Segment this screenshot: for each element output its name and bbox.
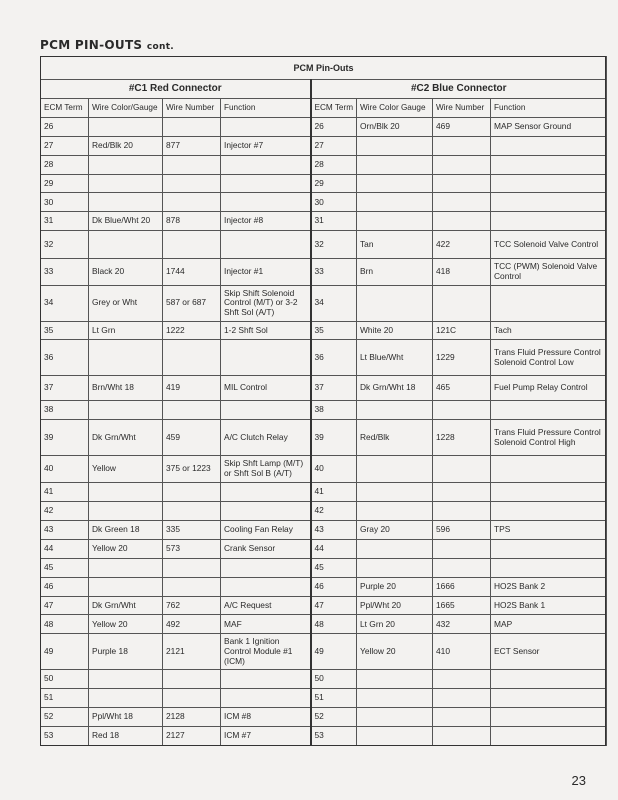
c2-wire-number: 410 <box>433 634 491 670</box>
c1-ecm-term: 42 <box>41 502 89 521</box>
page-number: 23 <box>571 773 586 788</box>
c2-wire-number: 1666 <box>433 577 491 596</box>
c1-col-ecm-term: ECM Term <box>41 98 89 117</box>
c2-wire-number: 418 <box>433 258 491 285</box>
c1-ecm-term: 50 <box>41 670 89 689</box>
c2-function: Tach <box>491 321 607 340</box>
c1-ecm-term: 53 <box>41 726 89 745</box>
c1-wire-number: 2127 <box>163 726 221 745</box>
c2-wire-number: 121C <box>433 321 491 340</box>
c1-wire-number: 375 or 1223 <box>163 455 221 482</box>
c2-function: Trans Fluid Pressure Control Solenoid Control Low <box>491 340 607 376</box>
c2-ecm-term: 45 <box>311 558 357 577</box>
c2-wire-number: 1665 <box>433 596 491 615</box>
c1-wire-color: Red/Blk 20 <box>89 136 163 155</box>
table-frame <box>40 56 606 746</box>
c2-ecm-term: 35 <box>311 321 357 340</box>
c2-function: MAP Sensor Ground <box>491 117 607 136</box>
c1-ecm-term: 30 <box>41 193 89 212</box>
c2-wire-color: Tan <box>357 231 433 258</box>
c2-function: HO2S Bank 1 <box>491 596 607 615</box>
c2-ecm-term: 51 <box>311 688 357 707</box>
c2-ecm-term: 37 <box>311 376 357 401</box>
c2-ecm-term: 42 <box>311 502 357 521</box>
c2-wire-color: Yellow 20 <box>357 634 433 670</box>
c2-col-ecm-term: ECM Term <box>311 98 357 117</box>
c2-col-function: Function <box>491 98 607 117</box>
c2-ecm-term: 39 <box>311 420 357 456</box>
c1-wire-number: 762 <box>163 596 221 615</box>
c2-wire-color: Lt Grn 20 <box>357 615 433 634</box>
c2-wire-number: 422 <box>433 231 491 258</box>
c2-ecm-term: 26 <box>311 117 357 136</box>
c2-ecm-term: 27 <box>311 136 357 155</box>
c2-ecm-term: 52 <box>311 707 357 726</box>
c1-ecm-term: 39 <box>41 420 89 456</box>
c2-function: TPS <box>491 520 607 539</box>
c2-function: ECT Sensor <box>491 634 607 670</box>
c1-wire-number: 1222 <box>163 321 221 340</box>
c1-wire-number: 492 <box>163 615 221 634</box>
page-heading-main: PCM PIN-OUTS <box>40 38 143 52</box>
page-heading <box>40 38 174 52</box>
c2-wire-color: Dk Grn/Wht 18 <box>357 376 433 401</box>
c2-wire-color: Brn <box>357 258 433 285</box>
c2-wire-number: 469 <box>433 117 491 136</box>
c1-function: Injector #1 <box>221 258 311 285</box>
c1-function: Cooling Fan Relay <box>221 520 311 539</box>
c2-col-wire-number: Wire Number <box>433 98 491 117</box>
c1-wire-color: Lt Grn <box>89 321 163 340</box>
c1-ecm-term: 33 <box>41 258 89 285</box>
c1-function: A/C Clutch Relay <box>221 420 311 456</box>
c2-ecm-term: 48 <box>311 615 357 634</box>
c1-wire-number: 2128 <box>163 707 221 726</box>
c1-function: Bank 1 Ignition Control Module #1 (ICM) <box>221 634 311 670</box>
c1-wire-color: Black 20 <box>89 258 163 285</box>
c2-function: HO2S Bank 2 <box>491 577 607 596</box>
c2-ecm-term: 31 <box>311 212 357 231</box>
c2-wire-color: Gray 20 <box>357 520 433 539</box>
c1-wire-number: 1744 <box>163 258 221 285</box>
c2-ecm-term: 40 <box>311 455 357 482</box>
c2-ecm-term: 30 <box>311 193 357 212</box>
c1-ecm-term: 49 <box>41 634 89 670</box>
c1-wire-color: Brn/Wht 18 <box>89 376 163 401</box>
c2-wire-number: 1229 <box>433 340 491 376</box>
c1-wire-color: Dk Grn/Wht <box>89 420 163 456</box>
c1-ecm-term: 51 <box>41 688 89 707</box>
c2-wire-color: Purple 20 <box>357 577 433 596</box>
c1-wire-color: Ppl/Wht 18 <box>89 707 163 726</box>
c2-ecm-term: 47 <box>311 596 357 615</box>
c1-ecm-term: 29 <box>41 174 89 193</box>
c1-wire-number: 587 or 687 <box>163 285 221 321</box>
c2-function: TCC Solenoid Valve Control <box>491 231 607 258</box>
c1-wire-color: Red 18 <box>89 726 163 745</box>
c2-ecm-term: 41 <box>311 483 357 502</box>
c1-function: ICM #7 <box>221 726 311 745</box>
c1-function: ICM #8 <box>221 707 311 726</box>
c2-wire-number: 1228 <box>433 420 491 456</box>
c1-ecm-term: 44 <box>41 539 89 558</box>
c1-function: Injector #8 <box>221 212 311 231</box>
c2-wire-color: Ppl/Wht 20 <box>357 596 433 615</box>
c1-ecm-term: 34 <box>41 285 89 321</box>
c2-ecm-term: 53 <box>311 726 357 745</box>
c1-ecm-term: 43 <box>41 520 89 539</box>
c1-wire-color: Yellow <box>89 455 163 482</box>
c1-function: Crank Sensor <box>221 539 311 558</box>
c1-ecm-term: 46 <box>41 577 89 596</box>
page-heading-sub: cont. <box>146 42 175 52</box>
c2-wire-color: White 20 <box>357 321 433 340</box>
c2-ecm-term: 46 <box>311 577 357 596</box>
c1-wire-color: Yellow 20 <box>89 539 163 558</box>
c2-ecm-term: 28 <box>311 155 357 174</box>
c1-col-function: Function <box>221 98 311 117</box>
c2-ecm-term: 36 <box>311 340 357 376</box>
c1-function: Injector #7 <box>221 136 311 155</box>
c1-ecm-term: 32 <box>41 231 89 258</box>
c2-wire-number: 432 <box>433 615 491 634</box>
c2-ecm-term: 50 <box>311 670 357 689</box>
c1-wire-color: Purple 18 <box>89 634 163 670</box>
c1-wire-number: 419 <box>163 376 221 401</box>
c1-ecm-term: 28 <box>41 155 89 174</box>
c2-ecm-term: 32 <box>311 231 357 258</box>
c1-wire-number: 573 <box>163 539 221 558</box>
c1-function: MIL Control <box>221 376 311 401</box>
c1-ecm-term: 52 <box>41 707 89 726</box>
c1-ecm-term: 41 <box>41 483 89 502</box>
c2-function: MAP <box>491 615 607 634</box>
c2-ecm-term: 43 <box>311 520 357 539</box>
c1-col-wire-number: Wire Number <box>163 98 221 117</box>
c1-function: MAF <box>221 615 311 634</box>
c2-ecm-term: 33 <box>311 258 357 285</box>
c1-connector-title: #C1 Red Connector <box>41 80 311 99</box>
c1-function: Skip Shift Solenoid Control (M/T) or 3-2 Shft Sol (A/T) <box>221 285 311 321</box>
c1-ecm-term: 37 <box>41 376 89 401</box>
c1-wire-number: 877 <box>163 136 221 155</box>
c1-wire-number: 2121 <box>163 634 221 670</box>
c1-ecm-term: 47 <box>41 596 89 615</box>
c1-wire-color: Grey or Wht <box>89 285 163 321</box>
c1-function: 1-2 Shft Sol <box>221 321 311 340</box>
c1-ecm-term: 26 <box>41 117 89 136</box>
c2-ecm-term: 34 <box>311 285 357 321</box>
c1-wire-color: Dk Grn/Wht <box>89 596 163 615</box>
c1-ecm-term: 35 <box>41 321 89 340</box>
c1-ecm-term: 48 <box>41 615 89 634</box>
c2-ecm-term: 49 <box>311 634 357 670</box>
c1-function: Skip Shft Lamp (M/T) or Shft Sol B (A/T) <box>221 455 311 482</box>
c1-wire-number: 878 <box>163 212 221 231</box>
c1-wire-number: 459 <box>163 420 221 456</box>
c2-function: Trans Fluid Pressure Control Solenoid Control High <box>491 420 607 456</box>
c2-function: Fuel Pump Relay Control <box>491 376 607 401</box>
c1-ecm-term: 38 <box>41 401 89 420</box>
c2-ecm-term: 38 <box>311 401 357 420</box>
c1-wire-color: Dk Blue/Wht 20 <box>89 212 163 231</box>
c1-ecm-term: 40 <box>41 455 89 482</box>
c1-ecm-term: 31 <box>41 212 89 231</box>
c2-wire-number: 596 <box>433 520 491 539</box>
c1-col-wire-color: Wire Color/Gauge <box>89 98 163 117</box>
c1-ecm-term: 27 <box>41 136 89 155</box>
c1-wire-color: Dk Green 18 <box>89 520 163 539</box>
c2-wire-number: 465 <box>433 376 491 401</box>
c2-wire-color: Lt Blue/Wht <box>357 340 433 376</box>
c1-ecm-term: 45 <box>41 558 89 577</box>
c2-col-wire-color: Wire Color Gauge <box>357 98 433 117</box>
c2-wire-color: Red/Blk <box>357 420 433 456</box>
c1-wire-number: 335 <box>163 520 221 539</box>
c2-ecm-term: 29 <box>311 174 357 193</box>
c1-ecm-term: 36 <box>41 340 89 376</box>
c2-connector-title: #C2 Blue Connector <box>311 80 607 99</box>
c1-function: A/C Request <box>221 596 311 615</box>
c1-wire-color: Yellow 20 <box>89 615 163 634</box>
c2-wire-color: Orn/Blk 20 <box>357 117 433 136</box>
c2-ecm-term: 44 <box>311 539 357 558</box>
c2-function: TCC (PWM) Solenoid Valve Control <box>491 258 607 285</box>
table-title: PCM Pin-Outs <box>41 57 607 80</box>
